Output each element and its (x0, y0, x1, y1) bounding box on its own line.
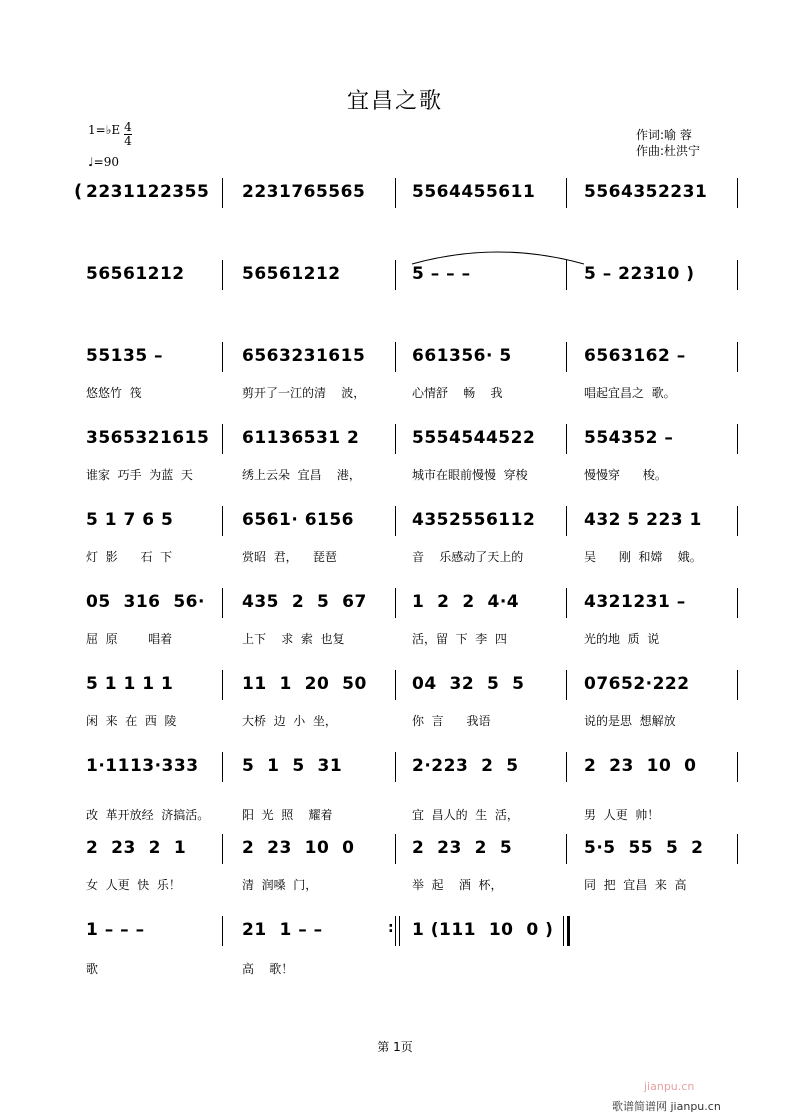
barline (395, 342, 396, 372)
composer-credit: 作曲:杜洪宁 (636, 144, 701, 158)
barline (222, 834, 223, 864)
measure: 2 23 10 0 (584, 756, 697, 776)
measure: 2 23 2 5 (412, 838, 513, 858)
measure: 04 32 5 5 (412, 674, 525, 694)
lyric-line: 同 把 宜昌 来 高 (584, 878, 687, 892)
measure: 07652·222 (584, 674, 690, 694)
measure: 1 – – – (86, 920, 145, 940)
measure: 435 2 5 67 (242, 592, 367, 612)
time-signature-top: 4 (124, 120, 132, 134)
barline (222, 752, 223, 782)
barline (395, 588, 396, 618)
watermark-site: 歌谱简谱网 (612, 1100, 667, 1113)
song-title: 宜昌之歌 (346, 89, 443, 114)
barline (395, 834, 396, 864)
measure: 5 – – – (412, 264, 471, 284)
barline (566, 260, 567, 290)
lyric-line: 心情舒 畅 我 (412, 386, 503, 400)
barline (737, 342, 738, 372)
barline (222, 670, 223, 700)
barline (566, 178, 567, 208)
lyric-line: 赏昭 君， 琵琶 (242, 550, 337, 564)
lyric-line: 高 歌！ (242, 962, 294, 976)
measure: 2231122355 (86, 182, 210, 202)
barline (395, 178, 396, 208)
lyric-line: 女 人更 快 乐！ (86, 878, 181, 892)
measure: 5·5 55 5 2 (584, 838, 704, 858)
barline (737, 588, 738, 618)
lyric-line: 清 润嗓 门， (242, 878, 318, 892)
measure: 21 1 – – (242, 920, 323, 940)
barline (566, 424, 567, 454)
measure: 5564352231 (584, 182, 708, 202)
lyric-line: 举 起 酒 杯， (412, 878, 503, 892)
barline (737, 260, 738, 290)
measure: 56561212 (86, 264, 185, 284)
lyric-line: 绣上云朵 宜昌 港， (242, 468, 361, 482)
measure: 55135 – (86, 346, 164, 366)
final-barline (563, 916, 564, 946)
measure: 6563162 – (584, 346, 686, 366)
barline (222, 916, 223, 946)
score-row (0, 422, 790, 482)
barline (222, 260, 223, 290)
measure: 61136531 2 (242, 428, 360, 448)
lyric-line: 改 革开放经 济搞活。 (86, 808, 210, 822)
page-number: 第 1页 (377, 1040, 413, 1054)
lyric-line: 你 言 我语 (412, 714, 491, 728)
score-row (0, 340, 790, 400)
measure: 432 5 223 1 (584, 510, 702, 530)
barline (737, 670, 738, 700)
watermark-logo (640, 1075, 780, 1097)
lyric-line: 吴 刚 和嫦 娥。 (584, 550, 702, 564)
measure: 4321231 – (584, 592, 686, 612)
credits (636, 127, 700, 159)
barline (737, 424, 738, 454)
lyric-line: 城市在眼前慢慢 穿梭 (412, 468, 528, 482)
barline (222, 342, 223, 372)
lyric-line: 屈 原 唱着 (86, 632, 173, 646)
measure: 6563231615 (242, 346, 366, 366)
barline (222, 506, 223, 536)
barline (395, 506, 396, 536)
measure: 554352 – (584, 428, 674, 448)
barline (566, 506, 567, 536)
lyricist-credit: 作词:喻 蓉 (636, 128, 692, 142)
barline (395, 424, 396, 454)
repeat-sign: : (388, 920, 394, 936)
measure: 2·223 2 5 (412, 756, 519, 776)
score-row (0, 750, 790, 830)
measure: 5 – 22310 ) (584, 264, 695, 284)
lyric-line: 宜 昌人的 生 活， (412, 808, 519, 822)
tie-curve (408, 246, 588, 266)
barline (737, 752, 738, 782)
lyric-line: 阳 光 照 耀着 (242, 808, 333, 822)
time-signature (124, 121, 132, 148)
barline (395, 670, 396, 700)
measure: 11 1 20 50 (242, 674, 367, 694)
lyric-line: 悠悠竹 筏 (86, 386, 142, 400)
lyric-line: 灯 影 石 下 (86, 550, 173, 564)
barline (395, 260, 396, 290)
final-barline (567, 916, 570, 946)
measure: 2 23 10 0 (242, 838, 355, 858)
measure: 4352556112 (412, 510, 536, 530)
measure: 2231765565 (242, 182, 366, 202)
svg-text:jianpu.cn: jianpu.cn (644, 1080, 695, 1093)
barline (395, 916, 396, 946)
score-row (0, 176, 790, 216)
lyric-line: 上下 求 索 也复 (242, 632, 345, 646)
barline (566, 342, 567, 372)
measure: 05 316 56· (86, 592, 205, 612)
score-row (0, 832, 790, 892)
barline (399, 916, 400, 946)
key-signature: 1=♭E (88, 123, 121, 137)
lyric-line: 说的是思 想解放 (584, 714, 676, 728)
score-row (0, 504, 790, 564)
barline (566, 834, 567, 864)
lyric-line: 男 人更 帅！ (584, 808, 660, 822)
measure: 5554544522 (412, 428, 536, 448)
measure: 3565321615 (86, 428, 210, 448)
measure: 5 1 5 31 (242, 756, 343, 776)
lyric-line: 光的地 质 说 (584, 632, 660, 646)
lyric-line: 歌 (86, 962, 99, 976)
watermark-text (612, 1098, 721, 1114)
lyric-line: 活，留 下 李 四 (412, 632, 507, 646)
barline (737, 506, 738, 536)
barline (566, 670, 567, 700)
measure: 2 23 2 1 (86, 838, 187, 858)
tempo-marking: ♩=90 (88, 155, 119, 169)
measure: 5 1 7 6 5 (86, 510, 174, 530)
barline (737, 834, 738, 864)
lyric-line: 唱起宜昌之 歌。 (584, 386, 676, 400)
measure: 1·1113·333 (86, 756, 199, 776)
measure: 6561· 6156 (242, 510, 355, 530)
measure: 661356· 5 (412, 346, 512, 366)
measure: 5 1 1 1 1 (86, 674, 174, 694)
measure: 1 (111 10 0 ) (412, 920, 554, 940)
measure: 56561212 (242, 264, 341, 284)
score-row (0, 914, 790, 984)
lyric-line: 大桥 边 小 坐， (242, 714, 337, 728)
barline (566, 752, 567, 782)
measure: 1 2 2 4·4 (412, 592, 520, 612)
score-row (0, 258, 790, 298)
time-signature-bottom: 4 (124, 134, 132, 148)
measure: 5564455611 (412, 182, 536, 202)
barline (737, 178, 738, 208)
lyric-line: 闲 来 在 西 陵 (86, 714, 177, 728)
lyric-line: 谁家 巧手 为蓝 天 (86, 468, 193, 482)
score-row (0, 586, 790, 646)
lyric-line: 剪开了一江的清 波， (242, 386, 366, 400)
barline (222, 424, 223, 454)
watermark-url: jianpu.cn (670, 1100, 721, 1113)
barline (222, 178, 223, 208)
score-row (0, 668, 790, 728)
lyric-line: 音 乐感动了天上的 (412, 550, 524, 564)
barline (222, 588, 223, 618)
open-paren: ( (74, 181, 83, 202)
barline (395, 752, 396, 782)
lyric-line: 慢慢穿 梭。 (584, 468, 667, 482)
barline (566, 588, 567, 618)
